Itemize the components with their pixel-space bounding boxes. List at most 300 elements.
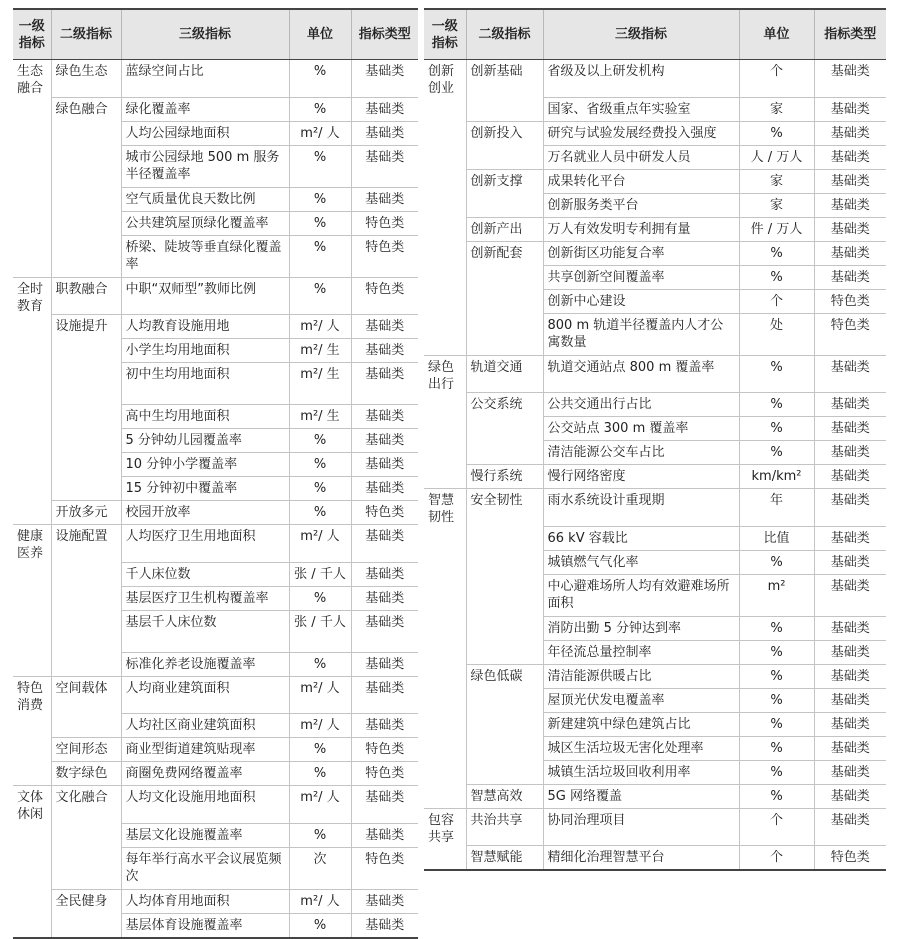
table-row xyxy=(13,211,418,235)
table-row xyxy=(424,265,886,289)
level2-cell xyxy=(466,313,543,355)
level3-cell: 商业型街道建筑贴现率 xyxy=(121,738,289,762)
level2-cell xyxy=(51,453,121,477)
level3-cell: 屋顶光伏发电覆盖率 xyxy=(543,688,739,712)
unit-cell: 张 / 千人 xyxy=(289,610,351,652)
type-cell: 基础类 xyxy=(814,97,886,121)
unit-cell: % xyxy=(739,355,814,393)
level1-cell xyxy=(13,562,51,586)
level2-cell xyxy=(466,712,543,736)
level1-cell xyxy=(13,889,51,913)
level3-cell: 研究与试验发展经费投入强度 xyxy=(543,121,739,145)
type-cell: 特色类 xyxy=(351,211,418,235)
unit-cell: m²/ 人 xyxy=(289,676,351,714)
unit-cell: m²/ 人 xyxy=(289,315,351,339)
type-cell: 基础类 xyxy=(351,786,418,824)
level2-cell: 绿色低碳 xyxy=(466,664,543,688)
type-cell: 基础类 xyxy=(351,610,418,652)
level3-cell: 城镇生活垃圾回收利用率 xyxy=(543,760,739,784)
table-row xyxy=(424,688,886,712)
level1-cell xyxy=(424,441,466,465)
level2-cell xyxy=(466,574,543,616)
level2-cell xyxy=(466,736,543,760)
table-row xyxy=(13,610,418,652)
level2-cell xyxy=(51,211,121,235)
level1-cell xyxy=(424,784,466,808)
type-cell: 基础类 xyxy=(351,97,418,121)
level2-cell: 轨道交通 xyxy=(466,355,543,393)
level2-cell: 创新投入 xyxy=(466,121,543,145)
level3-cell: 成果转化平台 xyxy=(543,169,739,193)
level3-cell: 雨水系统设计重现期 xyxy=(543,489,739,527)
unit-cell: % xyxy=(289,823,351,847)
table-row xyxy=(424,574,886,616)
level1-cell xyxy=(13,121,51,145)
level1-cell xyxy=(424,550,466,574)
header-level1: 一级 指标 xyxy=(424,9,466,60)
table-row xyxy=(424,417,886,441)
unit-cell: % xyxy=(739,616,814,640)
unit-cell: m² xyxy=(739,574,814,616)
level3-cell: 公共交通出行占比 xyxy=(543,393,739,417)
table-row xyxy=(424,550,886,574)
level1-cell xyxy=(13,429,51,453)
type-cell: 基础类 xyxy=(351,363,418,405)
table-row xyxy=(13,339,418,363)
table-row xyxy=(13,889,418,913)
type-cell: 基础类 xyxy=(814,241,886,265)
table-row xyxy=(424,241,886,265)
unit-cell: % xyxy=(289,762,351,786)
type-cell: 基础类 xyxy=(814,417,886,441)
level2-cell: 职教融合 xyxy=(51,277,121,315)
unit-cell: % xyxy=(289,652,351,676)
type-cell: 基础类 xyxy=(351,676,418,714)
type-cell: 基础类 xyxy=(351,823,418,847)
indicator-table-left xyxy=(13,8,418,939)
unit-cell: m²/ 生 xyxy=(289,363,351,405)
level1-cell xyxy=(424,393,466,417)
level3-cell: 创新中心建设 xyxy=(543,289,739,313)
level2-cell: 创新基础 xyxy=(466,60,543,98)
unit-cell: % xyxy=(739,121,814,145)
type-cell: 基础类 xyxy=(814,688,886,712)
level2-cell: 智慧高效 xyxy=(466,784,543,808)
table-row xyxy=(424,664,886,688)
level3-cell: 轨道交通站点 800 m 覆盖率 xyxy=(543,355,739,393)
level3-cell: 协同治理项目 xyxy=(543,808,739,846)
unit-cell: 家 xyxy=(739,97,814,121)
table-row xyxy=(13,652,418,676)
level2-cell xyxy=(51,121,121,145)
level1-cell xyxy=(424,465,466,489)
level1-cell xyxy=(13,339,51,363)
level2-cell: 创新产出 xyxy=(466,217,543,241)
level1-cell xyxy=(424,217,466,241)
type-cell: 基础类 xyxy=(814,60,886,98)
unit-cell: % xyxy=(289,586,351,610)
level1-cell xyxy=(13,913,51,938)
unit-cell: % xyxy=(739,784,814,808)
level1-cell xyxy=(424,846,466,871)
table-row xyxy=(13,429,418,453)
table-row xyxy=(424,145,886,169)
table-row xyxy=(13,60,418,98)
table-row xyxy=(13,277,418,315)
table-row xyxy=(13,121,418,145)
level3-cell: 创新服务类平台 xyxy=(543,193,739,217)
type-cell: 基础类 xyxy=(814,664,886,688)
unit-cell: % xyxy=(289,211,351,235)
level1-cell xyxy=(424,193,466,217)
type-cell: 基础类 xyxy=(814,265,886,289)
level1-cell xyxy=(424,526,466,550)
header-level2: 二级指标 xyxy=(51,9,121,60)
level2-cell xyxy=(51,145,121,187)
level1-cell xyxy=(13,586,51,610)
level2-cell xyxy=(466,550,543,574)
level2-cell xyxy=(466,417,543,441)
header-unit: 单位 xyxy=(739,9,814,60)
table-row xyxy=(424,736,886,760)
level2-cell xyxy=(51,562,121,586)
level1-cell xyxy=(13,477,51,501)
level3-cell: 基层体育设施覆盖率 xyxy=(121,913,289,938)
level3-cell: 66 kV 容载比 xyxy=(543,526,739,550)
table-row xyxy=(13,145,418,187)
level2-cell xyxy=(51,339,121,363)
type-cell: 基础类 xyxy=(351,145,418,187)
level3-cell: 城市公园绿地 500 m 服务半径覆盖率 xyxy=(121,145,289,187)
level3-cell: 城区生活垃圾无害化处理率 xyxy=(543,736,739,760)
level1-cell: 创新 创业 xyxy=(428,64,455,96)
header-unit: 单位 xyxy=(289,9,351,60)
level2-cell: 文化融合 xyxy=(51,786,121,824)
level3-cell: 城镇燃气气化率 xyxy=(543,550,739,574)
level1-cell: 健康 医养 xyxy=(13,525,51,563)
level2-cell: 空间载体 xyxy=(51,676,121,714)
level3-cell: 校园开放率 xyxy=(121,501,289,525)
unit-cell: % xyxy=(289,501,351,525)
level1-cell xyxy=(424,145,466,169)
table-row xyxy=(13,562,418,586)
level1-cell xyxy=(13,501,51,525)
level1-cell: 智慧 韧性 xyxy=(424,489,466,527)
level2-cell xyxy=(51,235,121,277)
type-cell: 基础类 xyxy=(814,169,886,193)
type-cell: 基础类 xyxy=(351,913,418,938)
level1-cell xyxy=(13,847,51,889)
level2-cell xyxy=(466,289,543,313)
level1-cell xyxy=(424,417,466,441)
level1-cell xyxy=(424,640,466,664)
level1-cell xyxy=(424,712,466,736)
level2-cell xyxy=(466,441,543,465)
unit-cell: 张 / 千人 xyxy=(289,562,351,586)
level1-cell xyxy=(424,313,466,355)
level1-cell xyxy=(13,211,51,235)
header-level1: 一级 指标 xyxy=(13,9,51,60)
level2-cell: 绿色生态 xyxy=(51,60,121,98)
table-row xyxy=(13,477,418,501)
table-row xyxy=(13,405,418,429)
unit-cell: km/km² xyxy=(739,465,814,489)
table-row xyxy=(424,616,886,640)
level3-cell: 人均公园绿地面积 xyxy=(121,121,289,145)
unit-cell: % xyxy=(289,738,351,762)
level2-cell xyxy=(51,586,121,610)
table-row xyxy=(13,676,418,714)
level3-cell: 中职“双师型”教师比例 xyxy=(121,277,289,315)
unit-cell: % xyxy=(739,393,814,417)
level1-cell xyxy=(424,265,466,289)
type-cell: 特色类 xyxy=(351,235,418,277)
unit-cell: m²/ 人 xyxy=(289,889,351,913)
unit-cell: 人 / 万人 xyxy=(739,145,814,169)
unit-cell: 比值 xyxy=(739,526,814,550)
level1-cell xyxy=(13,315,51,339)
header-level3: 三级指标 xyxy=(121,9,289,60)
level1-cell xyxy=(424,736,466,760)
table-row xyxy=(13,315,418,339)
level2-cell: 创新配套 xyxy=(466,241,543,265)
table-row xyxy=(424,355,886,393)
table-row xyxy=(13,913,418,938)
type-cell: 特色类 xyxy=(814,289,886,313)
type-cell: 基础类 xyxy=(351,652,418,676)
level3-cell: 清洁能源供暖占比 xyxy=(543,664,739,688)
table-row xyxy=(424,465,886,489)
unit-cell: % xyxy=(739,550,814,574)
level1-cell xyxy=(13,610,51,652)
level2-cell xyxy=(466,640,543,664)
level1-cell xyxy=(424,97,466,121)
table-row xyxy=(424,640,886,664)
level1-cell xyxy=(13,235,51,277)
unit-cell: % xyxy=(739,417,814,441)
level3-cell: 基层文化设施覆盖率 xyxy=(121,823,289,847)
level1-cell xyxy=(424,664,466,688)
unit-cell: % xyxy=(739,241,814,265)
type-cell: 基础类 xyxy=(814,616,886,640)
level3-cell: 人均医疗卫生用地面积 xyxy=(121,525,289,563)
unit-cell: m²/ 人 xyxy=(289,786,351,824)
level2-cell: 慢行系统 xyxy=(466,465,543,489)
header-level2: 二级指标 xyxy=(466,9,543,60)
table-row xyxy=(13,453,418,477)
level1-cell xyxy=(424,760,466,784)
unit-cell: 年 xyxy=(739,489,814,527)
type-cell: 基础类 xyxy=(351,453,418,477)
level2-cell xyxy=(466,265,543,289)
type-cell: 基础类 xyxy=(351,562,418,586)
level1-cell xyxy=(13,405,51,429)
table-row xyxy=(13,97,418,121)
type-cell: 基础类 xyxy=(814,145,886,169)
unit-cell: % xyxy=(289,277,351,315)
type-cell: 基础类 xyxy=(814,574,886,616)
level3-cell: 小学生均用地面积 xyxy=(121,339,289,363)
type-cell: 基础类 xyxy=(814,393,886,417)
type-cell: 特色类 xyxy=(351,762,418,786)
unit-cell: % xyxy=(289,60,351,98)
level2-cell: 共治共享 xyxy=(466,808,543,846)
unit-cell: % xyxy=(739,441,814,465)
level2-cell xyxy=(466,688,543,712)
table-row xyxy=(424,97,886,121)
level1-cell xyxy=(13,187,51,211)
level3-cell: 蓝绿空间占比 xyxy=(121,60,289,98)
level2-cell: 设施配置 xyxy=(51,525,121,563)
table-row xyxy=(13,738,418,762)
level1-cell xyxy=(424,688,466,712)
type-cell: 基础类 xyxy=(814,640,886,664)
unit-cell: 个 xyxy=(739,289,814,313)
type-cell: 特色类 xyxy=(351,847,418,889)
type-cell: 基础类 xyxy=(814,526,886,550)
level3-cell: 10 分钟小学覆盖率 xyxy=(121,453,289,477)
level2-cell: 公交系统 xyxy=(466,393,543,417)
unit-cell: % xyxy=(289,97,351,121)
level3-cell: 空气质量优良天数比例 xyxy=(121,187,289,211)
type-cell: 基础类 xyxy=(814,465,886,489)
level2-cell: 设施提升 xyxy=(51,315,121,339)
level3-cell: 15 分钟初中覆盖率 xyxy=(121,477,289,501)
type-cell: 基础类 xyxy=(814,550,886,574)
level1-cell xyxy=(13,145,51,187)
level3-cell: 公交站点 300 m 覆盖率 xyxy=(543,417,739,441)
level1-cell xyxy=(13,652,51,676)
header-type: 指标类型 xyxy=(814,9,886,60)
level1-cell: 全时 教育 xyxy=(13,277,51,315)
level3-cell: 初中生均用地面积 xyxy=(121,363,289,405)
type-cell: 基础类 xyxy=(814,784,886,808)
type-cell: 基础类 xyxy=(351,889,418,913)
level2-cell xyxy=(51,477,121,501)
unit-cell: % xyxy=(739,760,814,784)
table-row xyxy=(424,121,886,145)
type-cell: 基础类 xyxy=(351,339,418,363)
level2-cell xyxy=(466,145,543,169)
level3-cell: 绿化覆盖率 xyxy=(121,97,289,121)
type-cell: 基础类 xyxy=(351,714,418,738)
level3-cell: 千人床位数 xyxy=(121,562,289,586)
level2-cell xyxy=(466,193,543,217)
table-row xyxy=(424,169,886,193)
type-cell: 基础类 xyxy=(814,760,886,784)
unit-cell: % xyxy=(739,265,814,289)
table-row xyxy=(424,784,886,808)
level1-cell: 生态 融合 xyxy=(17,64,44,96)
level1-cell xyxy=(13,97,51,121)
level1-cell xyxy=(424,574,466,616)
unit-cell: % xyxy=(289,477,351,501)
unit-cell: m²/ 人 xyxy=(289,714,351,738)
level2-cell xyxy=(51,363,121,405)
type-cell: 基础类 xyxy=(351,315,418,339)
level3-cell: 创新街区功能复合率 xyxy=(543,241,739,265)
level3-cell: 新建建筑中绿色建筑占比 xyxy=(543,712,739,736)
level3-cell: 高中生均用地面积 xyxy=(121,405,289,429)
level2-cell: 空间形态 xyxy=(51,738,121,762)
type-cell: 特色类 xyxy=(351,277,418,315)
table-row xyxy=(424,760,886,784)
unit-cell: % xyxy=(289,453,351,477)
type-cell: 基础类 xyxy=(814,736,886,760)
level3-cell: 清洁能源公交车占比 xyxy=(543,441,739,465)
unit-cell: m²/ 生 xyxy=(289,339,351,363)
table-row xyxy=(424,289,886,313)
type-cell: 特色类 xyxy=(351,738,418,762)
unit-cell: % xyxy=(739,664,814,688)
level3-cell: 万人有效发明专利拥有量 xyxy=(543,217,739,241)
level1-cell xyxy=(13,714,51,738)
table-row xyxy=(424,393,886,417)
unit-cell: 家 xyxy=(739,169,814,193)
level3-cell: 每年举行高水平会议展览频次 xyxy=(121,847,289,889)
level2-cell xyxy=(51,714,121,738)
level1-cell: 特色 消费 xyxy=(13,676,51,714)
level1-cell xyxy=(13,453,51,477)
level3-cell: 人均社区商业建筑面积 xyxy=(121,714,289,738)
level3-cell: 人均体育用地面积 xyxy=(121,889,289,913)
level2-cell: 智慧赋能 xyxy=(466,846,543,871)
unit-cell: 个 xyxy=(739,808,814,846)
type-cell: 基础类 xyxy=(814,217,886,241)
level3-cell: 共享创新空间覆盖率 xyxy=(543,265,739,289)
table-row xyxy=(13,501,418,525)
table-row xyxy=(424,846,886,871)
unit-cell: % xyxy=(739,712,814,736)
level1-cell xyxy=(424,241,466,265)
level1-cell: 包容 共享 xyxy=(424,808,466,846)
unit-cell: % xyxy=(289,235,351,277)
level2-cell: 创新支撑 xyxy=(466,169,543,193)
level2-cell xyxy=(51,405,121,429)
level2-cell xyxy=(466,97,543,121)
level2-cell xyxy=(51,610,121,652)
level2-cell: 数字绿色 xyxy=(51,762,121,786)
level2-cell xyxy=(51,847,121,889)
table-row xyxy=(13,823,418,847)
table-row xyxy=(424,217,886,241)
type-cell: 特色类 xyxy=(351,501,418,525)
header-type: 指标类型 xyxy=(351,9,418,60)
level1-cell xyxy=(13,823,51,847)
table-row xyxy=(13,762,418,786)
table-row xyxy=(424,193,886,217)
level1-cell xyxy=(13,762,51,786)
level3-cell: 800 m 轨道半径覆盖内人才公寓数量 xyxy=(543,313,739,355)
level1-cell xyxy=(424,121,466,145)
type-cell: 基础类 xyxy=(351,477,418,501)
table-row xyxy=(424,712,886,736)
unit-cell: % xyxy=(289,429,351,453)
table-row xyxy=(13,714,418,738)
type-cell: 基础类 xyxy=(814,441,886,465)
header-level3: 三级指标 xyxy=(543,9,739,60)
level3-cell: 人均商业建筑面积 xyxy=(121,676,289,714)
unit-cell: 处 xyxy=(739,313,814,355)
level3-cell: 消防出勤 5 分钟达到率 xyxy=(543,616,739,640)
level1-cell xyxy=(424,169,466,193)
level2-cell xyxy=(51,187,121,211)
level1-cell xyxy=(424,616,466,640)
level2-cell xyxy=(466,616,543,640)
level1-cell xyxy=(424,289,466,313)
level3-cell: 人均文化设施用地面积 xyxy=(121,786,289,824)
unit-cell: 件 / 万人 xyxy=(739,217,814,241)
